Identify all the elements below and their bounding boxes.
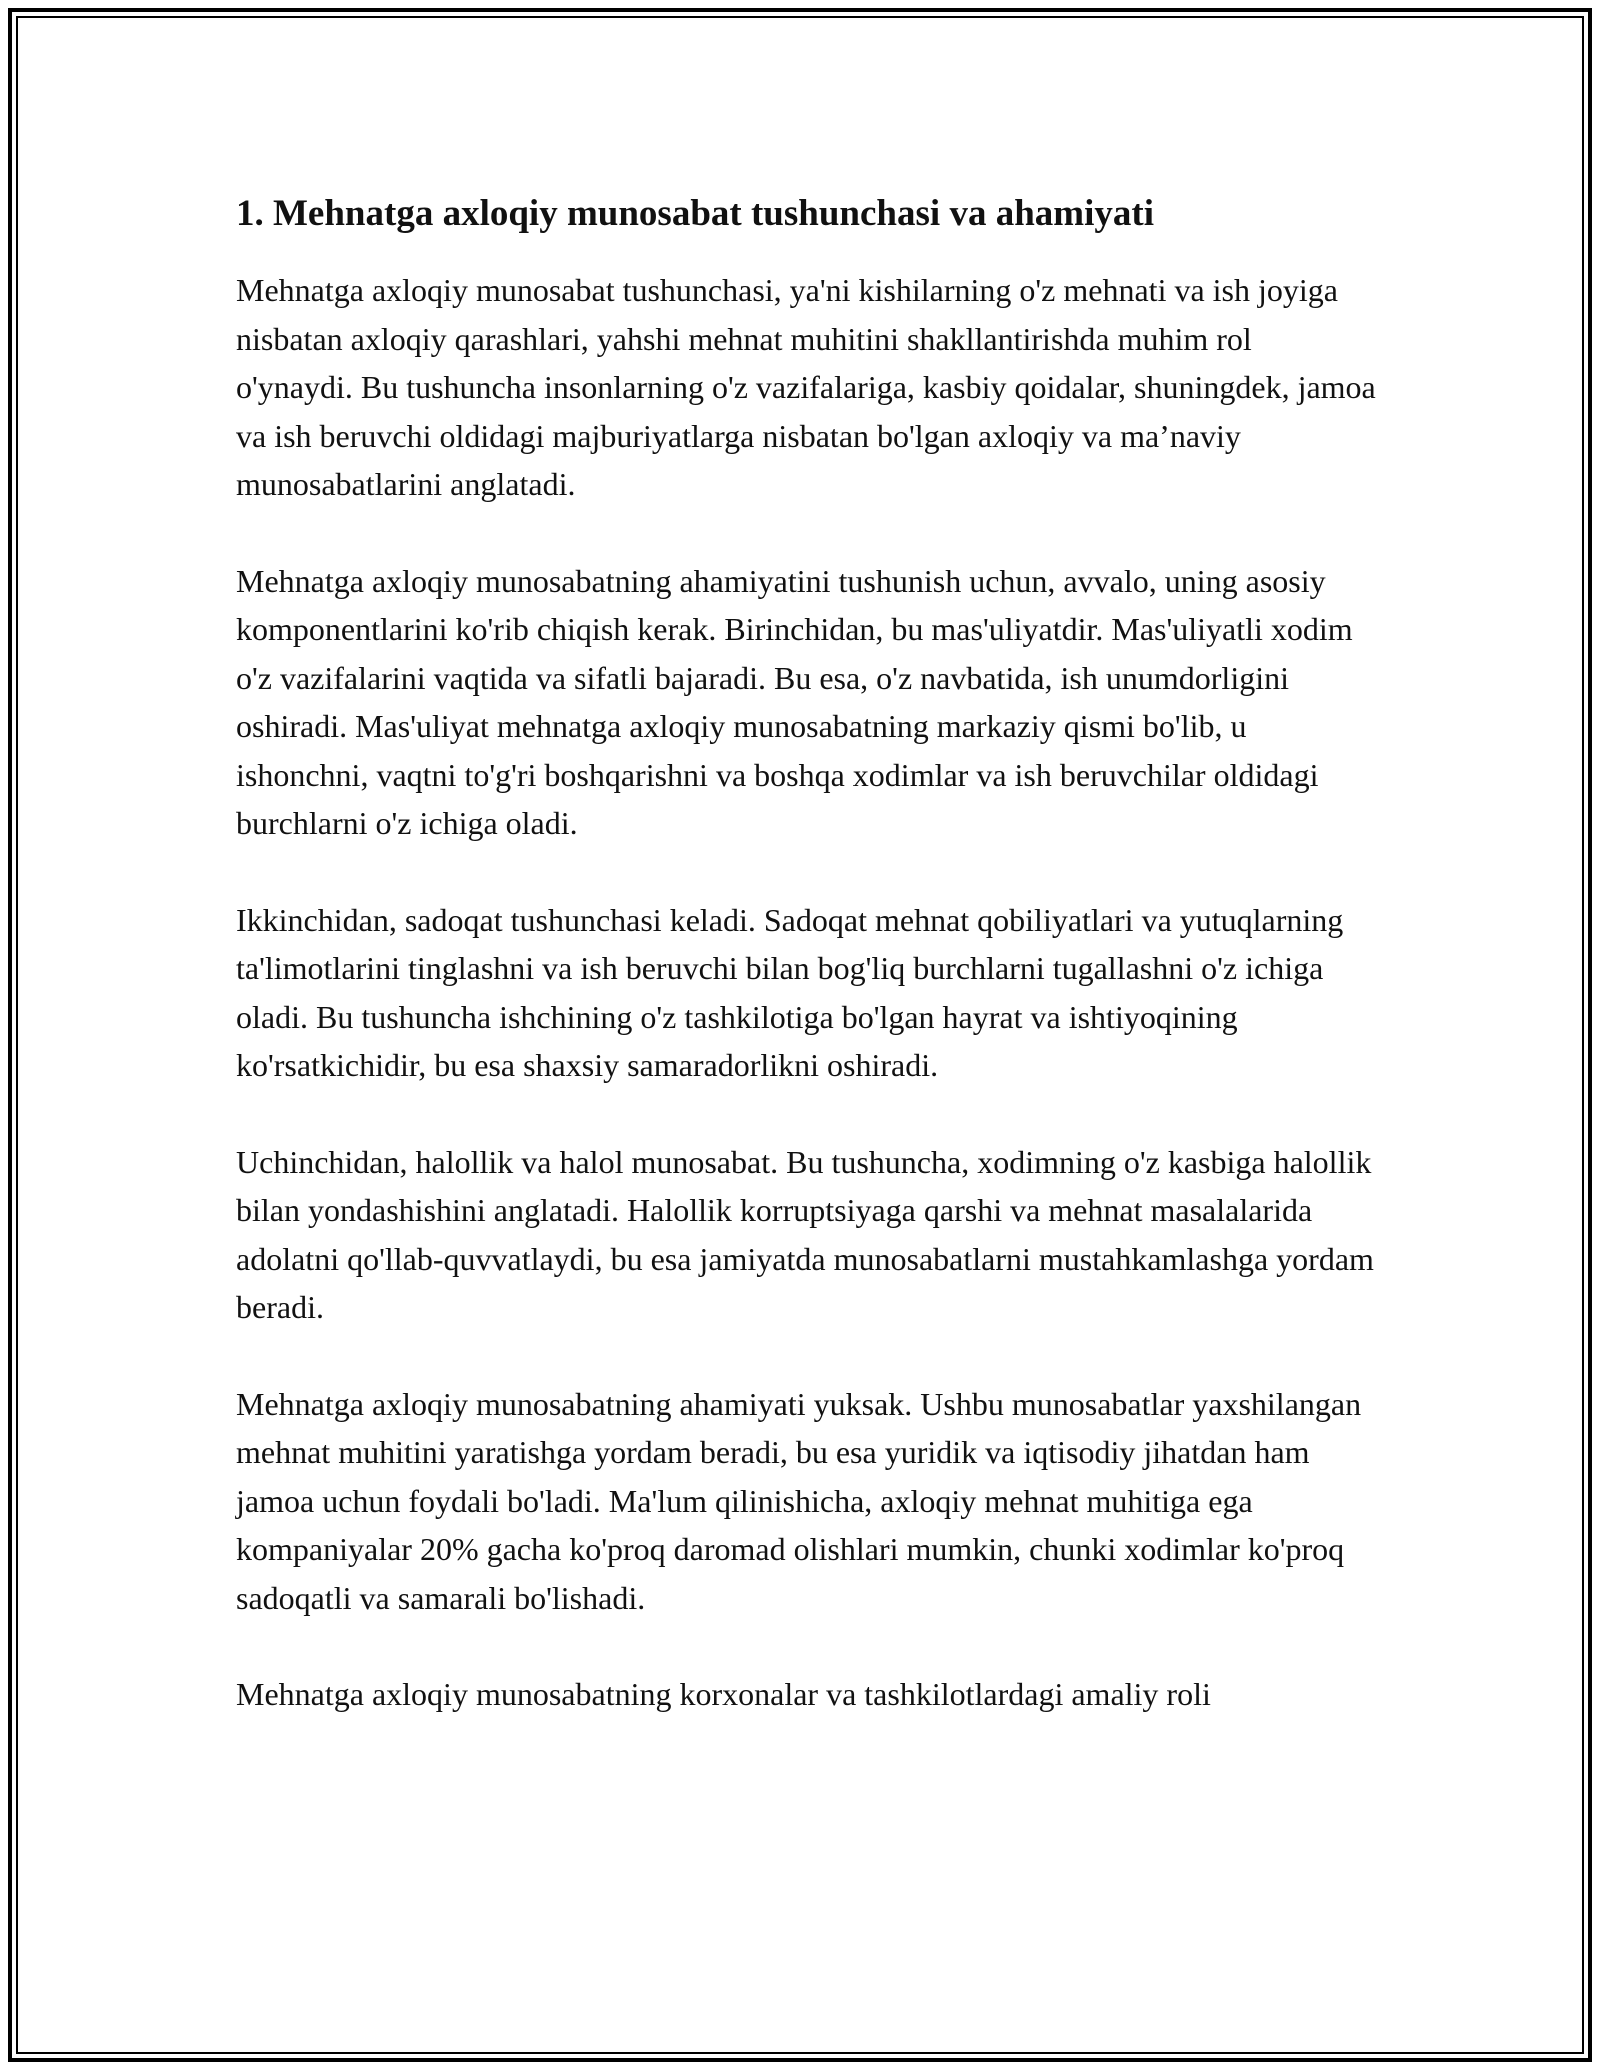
paragraph-practical-role: Mehnatga axloqiy munosabatning korxonalar va tashkilotlardagi amaliy roli xyxy=(236,1676,1211,1712)
paragraph-loyalty: Ikkinchidan, sadoqat tushunchasi keladi. Sadoqat mehnat qobiliyatlari va yutuqlarning ta'limotlarini tinglashni va ish beruvchi bilan bog'liq burchlarni tugallashni o'z ichiga oladi. Bu tushuncha ishchining o'z tashkilotiga bo'lgan hayrat va ishtiyoqining ko'rsatkichidir, bu esa shaxsiy samaradorlikni oshiradi. xyxy=(236,901,1344,1083)
paragraph-responsibility: Mehnatga axloqiy munosabatning ahamiyatini tushunish uchun, avvalo, uning asosiy komponentlarini ko'rib chiqish kerak. Birinchidan, bu mas'uliyatdir. Mas'uliyatli xodim o'z vazifalarini vaqtida va sifatli bajaradi. Bu esa, o'z navbatida, ish unumdorligini oshiradi. Mas'uliyat mehnatga axloqiy munosabatning markaziy qismi bo'lib, u ishonchni, vaqtni to'g'ri boshqarishni va boshqa xodimlar va ish beruvchilar oldidagi burchlarni o'z ichiga oladi. xyxy=(236,562,1353,841)
paragraph-honesty: Uchinchidan, halollik va halol munosabat. Bu tushuncha, xodimning o'z kasbiga halollik bilan yondashishini anglatadi. Halollik korruptsiyaga qarshi va mehnat masalalarida adolatni qo'llab-quvvatlaydi, bu esa jamiyatda munosabatlarni mustahkamlashga yordam beradi. xyxy=(236,1143,1374,1325)
paragraph-importance: Mehnatga axloqiy munosabatning ahamiyati yuksak. Ushbu munosabatlar yaxshilangan mehnat muhitini yaratishga yordam beradi, bu esa yuridik va iqtisodiy jihatdan ham jamoa uchun foydali bo'ladi. Ma'lum qilinishicha, axloqiy mehnat muhitiga ega kompaniyalar 20% gacha ko'proq daromad olishlari mumkin, chunki xodimlar ko'proq sadoqatli va samarali bo'lishadi. xyxy=(236,1385,1362,1616)
paragraph-definition: Mehnatga axloqiy munosabat tushunchasi, ya'ni kishilarning o'z mehnati va ish joyiga nisbatan axloqiy qarashlari, yahshi mehnat muhitini shakllantirishda muhim rol o'ynaydi. Bu tushuncha insonlarning o'z vazifalariga, kasbiy qoidalar, shuningdek, jamoa va ish beruvchi oldidagi majburiyatlarga nisbatan bo'lgan axloqiy va ma’naviy munosabatlarini anglatadi. xyxy=(236,272,1376,502)
section-heading: 1. Mehnatga axloqiy munosabat tushunchasi va ahamiyati xyxy=(236,193,1154,234)
document-body xyxy=(236,188,1376,1719)
